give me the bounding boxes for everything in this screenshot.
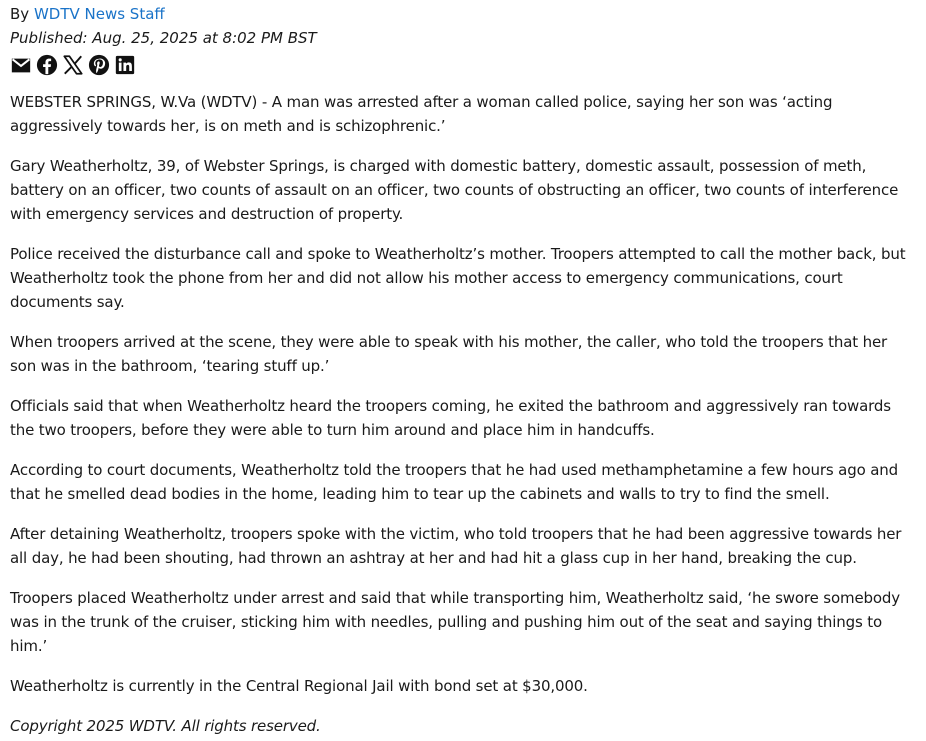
email-icon (10, 54, 32, 76)
share-linkedin-button[interactable] (114, 54, 136, 76)
byline (10, 2, 916, 26)
published-date: Published: Aug. 25, 2025 at 8:02 PM BST (10, 29, 317, 47)
article-body (10, 90, 916, 738)
linkedin-icon (114, 54, 136, 76)
share-bar (10, 50, 916, 80)
x-icon (62, 54, 84, 76)
share-x-button[interactable] (62, 54, 84, 76)
paragraph: Troopers placed Weatherholtz under arrest and said that while transporting him, Weatherholtz said, ‘he swore somebody was in the trunk of the cruiser, sticking him with needles, pulling and pushing him out of the seat and saying things to him.’ (10, 589, 901, 655)
paragraph: Officials said that when Weatherholtz heard the troopers coming, he exited the bathroom and aggressively ran towards the two troopers, before they were able to turn him around and place him in handcuffs. (10, 397, 891, 439)
author-link[interactable]: WDTV News Staff (33, 5, 165, 23)
byline-prefix: By (10, 5, 34, 23)
copyright-notice: Copyright 2025 WDTV. All rights reserved. (10, 717, 321, 735)
paragraph: When troopers arrived at the scene, they were able to speak with his mother, the caller, who told the troopers that her son was in the bathroom, ‘tearing stuff up.’ (10, 333, 888, 375)
share-email-button[interactable] (10, 54, 32, 76)
paragraph: Gary Weatherholtz, 39, of Webster Springs, is charged with domestic battery, domestic assault, possession of meth, battery on an officer, two counts of assault on an officer, two counts of obstructing an officer, two counts of interference with emergency services and destruction of property. (10, 157, 899, 223)
facebook-icon (36, 54, 58, 76)
paragraph: After detaining Weatherholtz, troopers spoke with the victim, who told troopers that he had been aggressive towards her all day, he had been shouting, had thrown an ashtray at her and had hit a glass cup in her hand, breaking the cup. (10, 525, 902, 567)
paragraph: Police received the disturbance call and spoke to Weatherholtz’s mother. Troopers attempted to call the mother back, but Weatherholtz took the phone from her and did not allow his mother access to emergency communications, court documents say. (10, 245, 906, 311)
paragraph: According to court documents, Weatherholtz told the troopers that he had used methamphetamine a few hours ago and that he smelled dead bodies in the home, leading him to tear up the cabinets and walls to try to find the smell. (10, 461, 898, 503)
paragraph: WEBSTER SPRINGS, W.Va (WDTV) - A man was arrested after a woman called police, saying her son was ‘acting aggressively towards her, is on meth and is schizophrenic.’ (10, 93, 833, 135)
share-pinterest-button[interactable] (88, 54, 110, 76)
share-facebook-button[interactable] (36, 54, 58, 76)
paragraph: Weatherholtz is currently in the Central Regional Jail with bond set at $30,000. (10, 677, 588, 695)
pinterest-icon (88, 54, 110, 76)
